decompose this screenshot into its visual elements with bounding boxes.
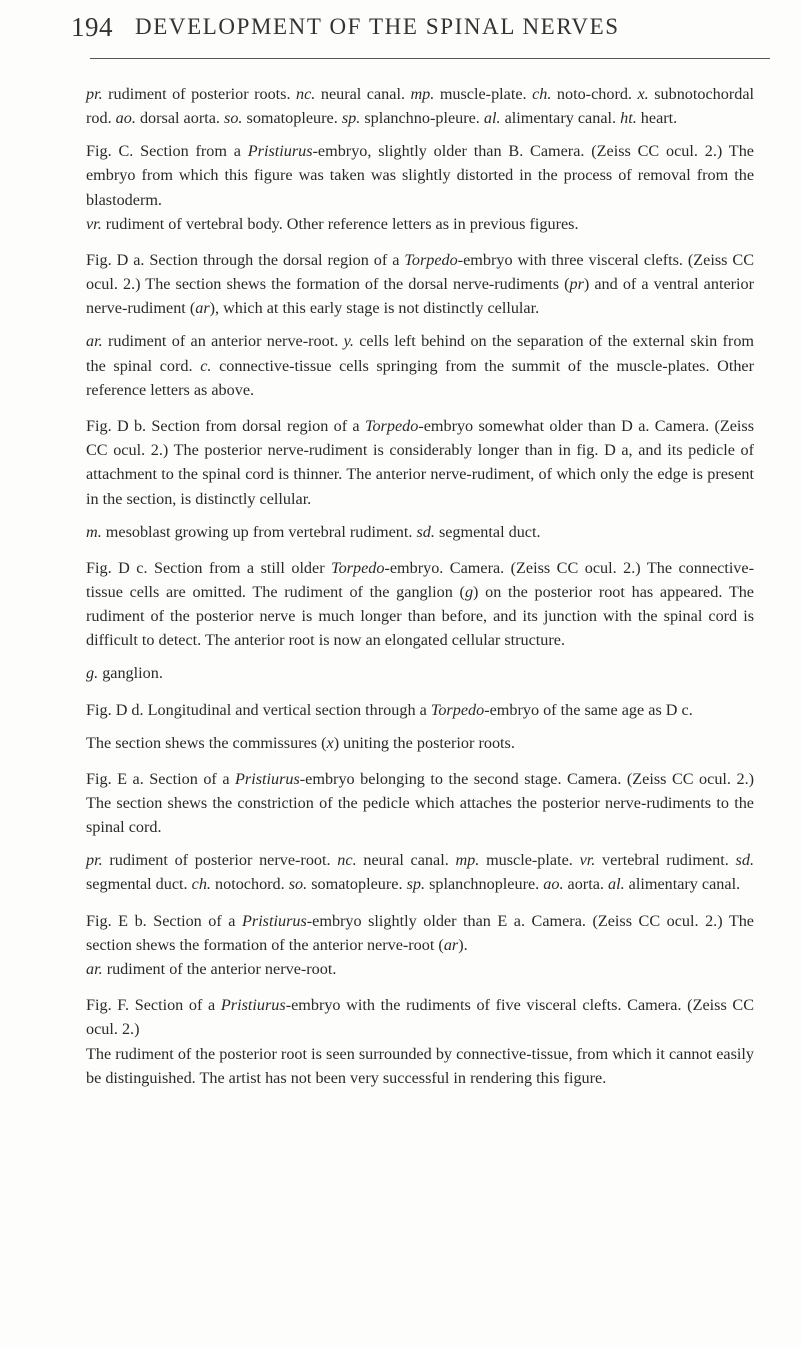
text-run: rudiment of an anterior nerve-root. — [102, 332, 344, 351]
italic-term: mp. — [410, 85, 435, 103]
italic-term: Torpedo — [404, 251, 458, 270]
page-number: 194 — [71, 12, 113, 42]
italic-term: Pristiurus — [247, 142, 313, 161]
text-run: The rudiment of the posterior root is seen surrounded by connective-tissue, from which it cannot easily be distinguished. The artist has not been very successful in rendering this figure. — [86, 1044, 754, 1087]
italic-term: ht. — [620, 109, 637, 128]
text-run: rudiment of the anterior nerve-root. — [102, 960, 337, 979]
italic-term: Torpedo — [331, 558, 385, 577]
italic-term: sd. — [416, 522, 435, 541]
figure-caption — [86, 414, 754, 511]
text-run: alimentary canal. — [624, 875, 741, 894]
italic-term: ar. — [86, 960, 103, 979]
text-run: dorsal aorta. — [135, 109, 225, 128]
figure-caption — [86, 767, 754, 840]
text-run: Fig. D b. Section from dorsal region of a — [86, 417, 365, 436]
text-run: Fig. D d. Longitudinal and vertical section through a — [86, 700, 431, 719]
italic-term: ch. — [532, 85, 552, 103]
text-run: ganglion. — [98, 664, 163, 683]
caption-note — [86, 731, 754, 755]
italic-term: g. — [86, 664, 99, 683]
text-run: -embryo, slightly older than B. Camera. (Zeiss CC ocul. 2.) The embryo from which this figure was taken was slightly distorted in the process of removal from the blastoderm. — [86, 142, 754, 209]
italic-term: mp. — [455, 851, 480, 870]
legend-paragraph — [86, 661, 754, 685]
text-run: -embryo somewhat older than D a. Camera. (Zeiss CC ocul. 2.) The posterior nerve-rudiment is considerably longer than in fig. D a, and its pedicle of attachment to the spinal cord is thinner. The anterior nerve-rudiment, of which only the edge is present in the section, is distinctly cellular. — [86, 417, 754, 508]
italic-term: m. — [86, 522, 102, 541]
italic-term: y. — [343, 332, 354, 351]
legend-paragraph — [86, 848, 754, 896]
text-run: -embryo of the same age as D c. — [484, 700, 693, 719]
text-run: rudiment of posterior nerve-root. — [102, 851, 338, 870]
text-run: muscle-plate. — [434, 85, 533, 103]
legend-paragraph — [86, 957, 754, 981]
italic-term: Pristiurus — [242, 911, 307, 930]
italic-term: Pristiurus — [235, 769, 300, 788]
italic-term: c. — [200, 356, 212, 375]
text-run: -embryo. Camera. (Zeiss CC ocul. 2.) The connective-tissue cells are omitted. The rudiment of the ganglion ( — [86, 558, 754, 602]
italic-term: x — [326, 733, 334, 752]
text-run: vertebral rudiment. — [595, 851, 736, 870]
text-run: noto-chord. — [551, 85, 638, 103]
header-rule — [90, 58, 770, 59]
text-run: muscle-plate. — [479, 851, 580, 870]
italic-term: Pristiurus — [220, 996, 286, 1015]
italic-term: ar. — [86, 332, 103, 351]
italic-term: ar — [195, 299, 210, 318]
text-run: -embryo belonging to the second stage. Camera. (Zeiss CC ocul. 2.) The section shews the constriction of the pedicle which attaches the posterior nerve-rudiments to the spinal cord. — [86, 769, 755, 837]
legend-paragraph — [86, 520, 754, 544]
italic-term: sp. — [341, 109, 361, 128]
italic-term: al. — [483, 109, 501, 128]
figure-caption — [86, 556, 754, 653]
text-run: somatopleure. — [307, 875, 407, 894]
figure-caption — [86, 993, 754, 1041]
italic-term: Torpedo — [364, 417, 419, 436]
legend-paragraph — [86, 329, 754, 402]
text-run: Fig. D a. Section through the dorsal region of a — [86, 251, 405, 270]
italic-term: nc. — [337, 851, 357, 870]
text-run: -embryo with the rudiments of five visceral clefts. Camera. (Zeiss CC ocul. 2.) — [86, 996, 754, 1039]
italic-term: ar — [443, 935, 459, 954]
text-run: alimentary canal. — [500, 109, 621, 128]
text-run: heart. — [636, 109, 678, 128]
running-head — [71, 12, 771, 52]
text-run: ), which at this early stage is not distinctly cellular. — [209, 299, 540, 318]
text-run: Fig. E b. Section of a — [86, 911, 242, 930]
text-run: ). — [458, 935, 468, 954]
figure-explanations — [86, 82, 754, 1099]
italic-term: x. — [637, 85, 649, 103]
text-run: ) on the posterior root has appeared. The rudiment of the posterior nerve is much longer than before, and its junction with the spinal cord is difficult to detect. The anterior root is now an elongated cellular structure. — [86, 583, 754, 650]
text-run: neural canal. — [356, 851, 456, 870]
legend-paragraph — [86, 212, 754, 236]
text-run: splanchno-pleure. — [360, 109, 484, 128]
figure-caption — [86, 248, 754, 321]
text-run: segmental duct. — [86, 875, 192, 894]
text-run: segmental duct. — [434, 522, 541, 541]
italic-term: al. — [607, 875, 625, 894]
italic-term: sd. — [735, 851, 754, 870]
text-run: mesoblast growing up from vertebral rudiment. — [101, 522, 417, 541]
text-run: ) uniting the posterior roots. — [333, 733, 515, 752]
legend-paragraph — [86, 82, 754, 130]
italic-term: so. — [224, 109, 243, 128]
text-run: notochord. — [210, 875, 289, 894]
italic-term: pr. — [86, 851, 103, 870]
text-run: splanchnopleure. — [425, 875, 544, 894]
text-run: Fig. C. Section from a — [86, 142, 248, 161]
italic-term: ao. — [115, 109, 136, 128]
italic-term: vr. — [86, 214, 102, 233]
italic-term: Torpedo — [430, 700, 485, 719]
text-run: Fig. F. Section of a — [86, 996, 221, 1015]
text-run: -embryo slightly older than E a. Camera. (Zeiss CC ocul. 2.) The section shews the formation of the anterior nerve-root ( — [86, 911, 754, 954]
italic-term: pr — [569, 275, 584, 294]
text-run: -embryo with three visceral clefts. (Zeiss CC ocul. 2.) The section shews the formation of the dorsal nerve-rudiments ( — [86, 251, 754, 294]
italic-term: ch. — [191, 875, 211, 894]
text-run: neural canal. — [315, 85, 411, 103]
text-run: rudiment of posterior roots. — [102, 85, 297, 103]
italic-term: pr. — [86, 85, 103, 103]
text-run: subnotochordal rod. — [86, 85, 755, 128]
italic-term: so. — [288, 875, 308, 894]
running-title: DEVELOPMENT OF THE SPINAL NERVES — [135, 14, 620, 39]
text-run: cells left behind on the separation of the external skin from the spinal cord. — [86, 332, 754, 375]
italic-term: vr. — [579, 851, 596, 870]
text-run: connective-tissue cells springing from the summit of the muscle-plates. Other reference letters as above. — [86, 356, 754, 399]
italic-term: nc. — [296, 85, 316, 103]
text-run: Fig. E a. Section of a — [86, 769, 236, 788]
figure-caption — [86, 139, 754, 212]
figure-caption — [86, 698, 754, 722]
text-run: ) and of a ventral anterior nerve-rudiment ( — [86, 275, 754, 318]
italic-term: sp. — [406, 875, 426, 894]
caption-note — [86, 1042, 754, 1090]
text-run: aorta. — [563, 875, 608, 894]
text-run: rudiment of vertebral body. Other reference letters as in previous figures. — [101, 214, 579, 233]
figure-caption — [86, 909, 754, 957]
italic-term: g — [464, 583, 474, 602]
text-run: Fig. D c. Section from a still older — [86, 558, 332, 577]
text-run: The section shews the commissures ( — [86, 733, 327, 752]
italic-term: ao. — [543, 875, 564, 894]
text-run: somatopleure. — [242, 109, 342, 128]
